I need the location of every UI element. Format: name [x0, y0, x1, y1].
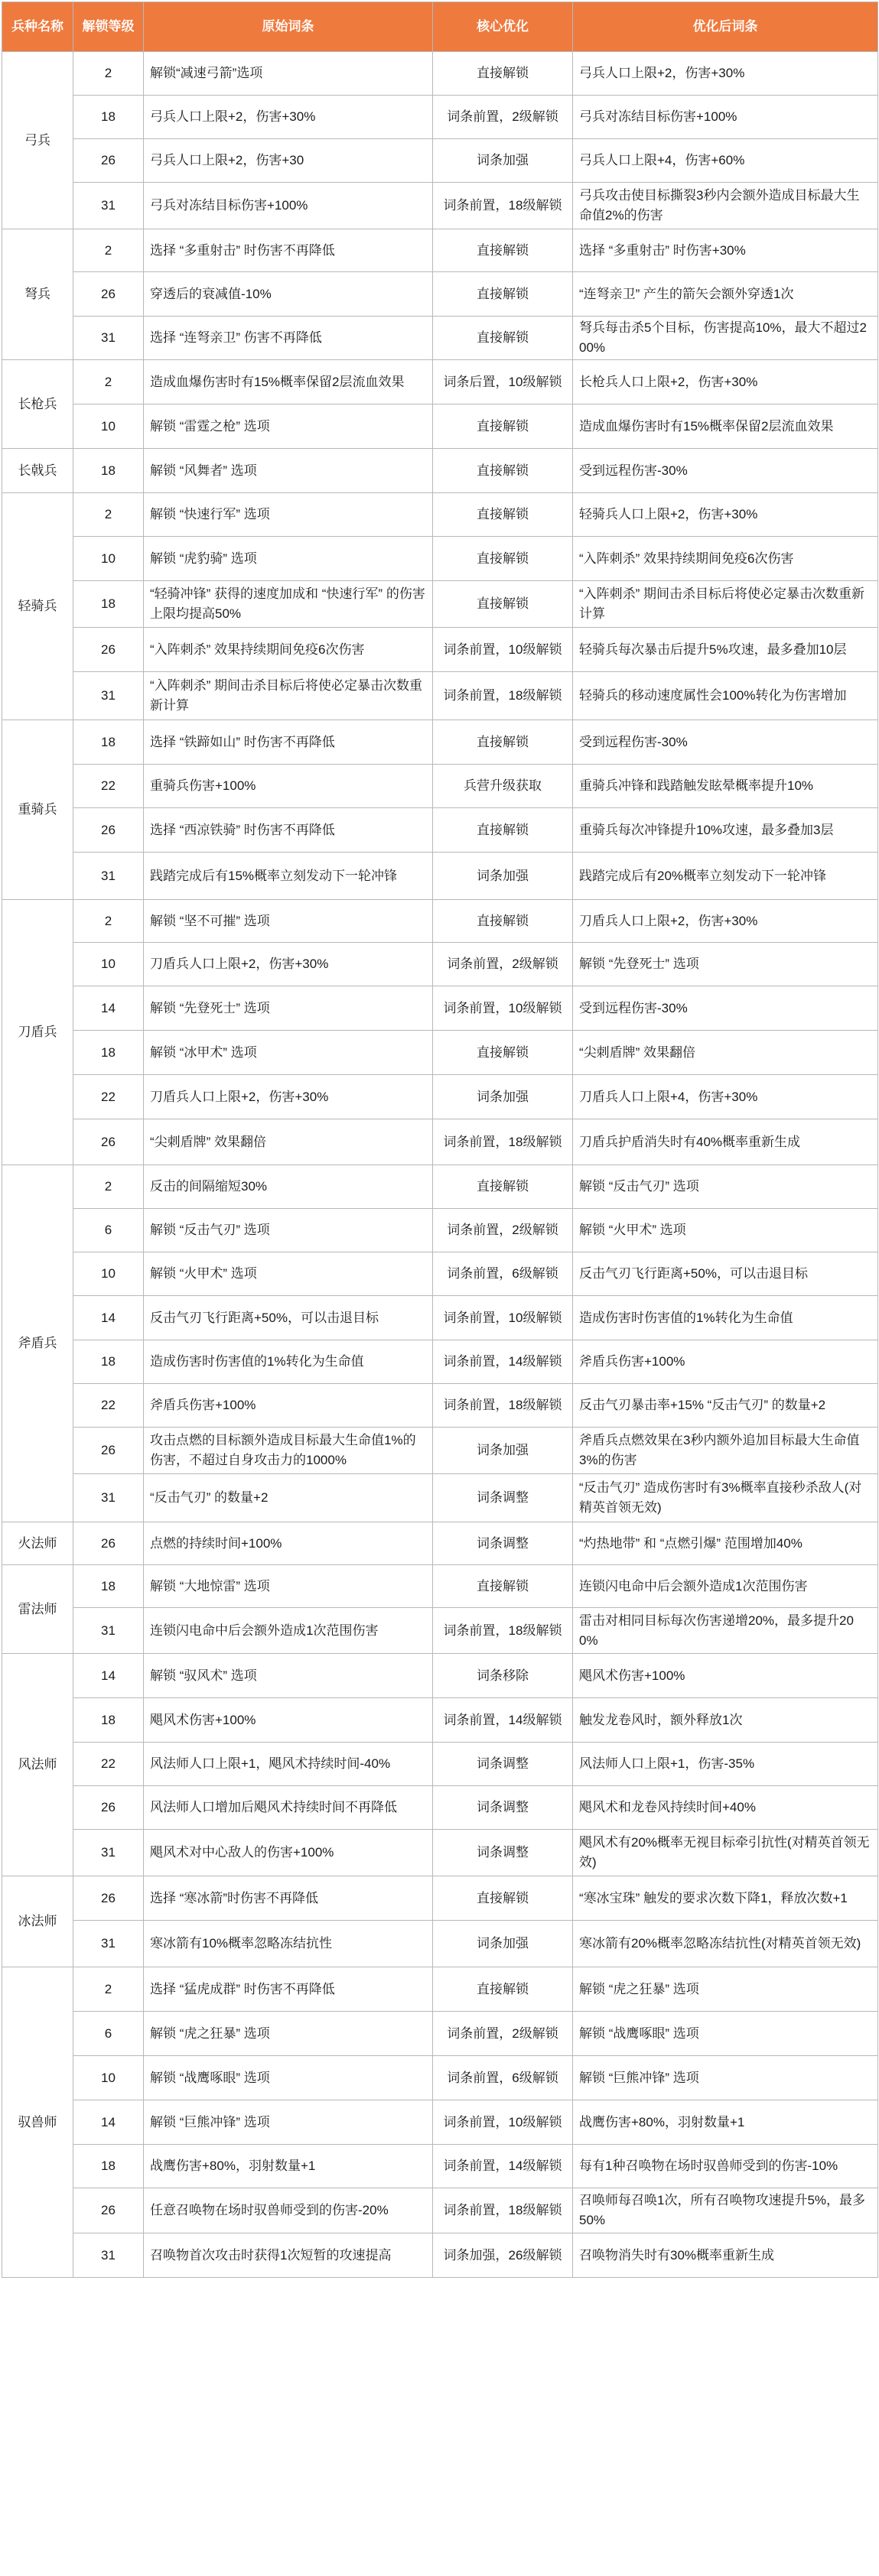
unit-name-cell: 弓兵	[2, 52, 73, 229]
original-entry-cell: 践踏完成后有15%概率立刻发动下一轮冲锋	[144, 853, 433, 900]
core-optimization-cell: 词条加强	[433, 139, 573, 183]
table-row	[2, 537, 878, 581]
core-optimization-cell: 直接解锁	[433, 449, 573, 493]
optimized-entry-cell: 战鹰伤害+80%，羽射数量+1	[573, 2100, 878, 2145]
table-row	[2, 1967, 878, 2012]
unlock-level-cell: 22	[73, 765, 144, 808]
unit-name-cell: 火法师	[2, 1522, 73, 1565]
unlock-level-cell: 31	[73, 672, 144, 720]
core-optimization-cell: 词条前置，2级解锁	[433, 1209, 573, 1252]
original-entry-cell: 解锁 “雷霆之枪” 选项	[144, 404, 433, 449]
unlock-level-cell: 10	[73, 943, 144, 986]
optimized-entry-cell: 飓风术和龙卷风持续时间+40%	[573, 1786, 878, 1830]
unlock-level-cell: 10	[73, 1252, 144, 1296]
original-entry-cell: 解锁 “虎豹骑” 选项	[144, 537, 433, 581]
core-optimization-cell: 词条前置，18级解锁	[433, 1384, 573, 1428]
unit-name-cell: 雷法师	[2, 1565, 73, 1654]
original-entry-cell: 刀盾兵人口上限+2，伤害+30%	[144, 943, 433, 986]
optimized-entry-cell: 弩兵每击杀5个目标，伤害提高10%，最大不超过200%	[573, 317, 878, 360]
original-entry-cell: 重骑兵伤害+100%	[144, 765, 433, 808]
optimized-entry-cell: 选择 “多重射击” 时伤害+30%	[573, 229, 878, 272]
original-entry-cell: “尖刺盾牌” 效果翻倍	[144, 1119, 433, 1165]
header-core: 核心优化	[433, 2, 573, 52]
original-entry-cell: 选择 “西凉铁骑” 时伤害不再降低	[144, 808, 433, 853]
unlock-level-cell: 26	[73, 808, 144, 853]
table-row	[2, 1876, 878, 1921]
original-entry-cell: 解锁 “冰甲术” 选项	[144, 1031, 433, 1075]
unlock-level-cell: 2	[73, 1165, 144, 1209]
unlock-level-cell: 2	[73, 900, 144, 943]
unlock-level-cell: 2	[73, 493, 144, 537]
optimized-entry-cell: 雷击对相同目标每次伤害递增20%，最多提升200%	[573, 1608, 878, 1654]
optimized-entry-cell: 轻骑兵的移动速度属性会100%转化为伤害增加	[573, 672, 878, 720]
core-optimization-cell: 词条后置，10级解锁	[433, 360, 573, 404]
core-optimization-cell: 直接解锁	[433, 537, 573, 581]
core-optimization-cell: 直接解锁	[433, 1031, 573, 1075]
table-row	[2, 1384, 878, 1428]
optimized-entry-cell: 受到远程伤害-30%	[573, 986, 878, 1031]
core-optimization-cell: 词条调整	[433, 1522, 573, 1565]
unlock-level-cell: 18	[73, 96, 144, 139]
table-row	[2, 1031, 878, 1075]
original-entry-cell: 寒冰箭有10%概率忽略冻结抗性	[144, 1921, 433, 1967]
optimized-entry-cell: 飓风术有20%概率无视目标牵引抗性(对精英首领无效)	[573, 1830, 878, 1876]
optimized-entry-cell: 反击气刃暴击率+15% “反击气刃” 的数量+2	[573, 1384, 878, 1428]
table-row	[2, 1743, 878, 1786]
optimized-entry-cell: 斧盾兵伤害+100%	[573, 1340, 878, 1384]
unlock-level-cell: 31	[73, 1921, 144, 1967]
table-row	[2, 581, 878, 628]
optimized-entry-cell: 寒冰箭有20%概率忽略冻结抗性(对精英首领无效)	[573, 1921, 878, 1967]
original-entry-cell: 飓风术伤害+100%	[144, 1698, 433, 1743]
core-optimization-cell: 词条移除	[433, 1654, 573, 1698]
optimized-entry-cell: 召唤物消失时有30%概率重新生成	[573, 2233, 878, 2278]
optimized-entry-cell: 连锁闪电命中后会额外造成1次范围伤害	[573, 1565, 878, 1608]
optimized-entry-cell: “反击气刃” 造成伤害时有3%概率直接秒杀敌人(对精英首领无效)	[573, 1474, 878, 1522]
table-row	[2, 1522, 878, 1565]
unlock-level-cell: 31	[73, 317, 144, 360]
optimized-entry-cell: 弓兵攻击使目标撕裂3秒内会额外造成目标最大生命值2%的伤害	[573, 183, 878, 229]
table-row	[2, 900, 878, 943]
unlock-level-cell: 6	[73, 1209, 144, 1252]
table-row	[2, 404, 878, 449]
table-row	[2, 183, 878, 229]
table-row	[2, 1296, 878, 1340]
core-optimization-cell: 词条前置，18级解锁	[433, 672, 573, 720]
core-optimization-cell: 直接解锁	[433, 1565, 573, 1608]
original-entry-cell: 连锁闪电命中后会额外造成1次范围伤害	[144, 1608, 433, 1654]
optimized-entry-cell: 反击气刃飞行距离+50%，可以击退目标	[573, 1252, 878, 1296]
table-row	[2, 1119, 878, 1165]
core-optimization-cell: 直接解锁	[433, 317, 573, 360]
original-entry-cell: 反击气刃飞行距离+50%，可以击退目标	[144, 1296, 433, 1340]
unlock-level-cell: 18	[73, 1565, 144, 1608]
table-row	[2, 1474, 878, 1522]
optimized-entry-cell: 弓兵对冻结目标伤害+100%	[573, 96, 878, 139]
original-entry-cell: 弓兵人口上限+2，伤害+30	[144, 139, 433, 183]
core-optimization-cell: 直接解锁	[433, 581, 573, 628]
unlock-level-cell: 14	[73, 986, 144, 1031]
unlock-level-cell: 18	[73, 449, 144, 493]
original-entry-cell: 解锁 “坚不可摧” 选项	[144, 900, 433, 943]
header-unit: 兵种名称	[2, 2, 73, 52]
unlock-level-cell: 2	[73, 360, 144, 404]
table-row	[2, 493, 878, 537]
core-optimization-cell: 词条前置，18级解锁	[433, 1119, 573, 1165]
unit-name-cell: 刀盾兵	[2, 900, 73, 1165]
unlock-level-cell: 18	[73, 1698, 144, 1743]
original-entry-cell: “反击气刃” 的数量+2	[144, 1474, 433, 1522]
optimized-entry-cell: 弓兵人口上限+4，伤害+60%	[573, 139, 878, 183]
core-optimization-cell: 词条加强	[433, 1921, 573, 1967]
unlock-level-cell: 2	[73, 52, 144, 96]
optimized-entry-cell: 解锁 “虎之狂暴” 选项	[573, 1967, 878, 2012]
unlock-level-cell: 22	[73, 1384, 144, 1428]
optimized-entry-cell: 飓风术伤害+100%	[573, 1654, 878, 1698]
core-optimization-cell: 词条加强，26级解锁	[433, 2233, 573, 2278]
unit-name-cell: 斧盾兵	[2, 1165, 73, 1522]
table-row	[2, 360, 878, 404]
original-entry-cell: 选择 “连弩亲卫” 伤害不再降低	[144, 317, 433, 360]
unlock-level-cell: 14	[73, 1654, 144, 1698]
original-entry-cell: 解锁 “巨熊冲锋” 选项	[144, 2100, 433, 2145]
unlock-level-cell: 31	[73, 183, 144, 229]
original-entry-cell: 斧盾兵伤害+100%	[144, 1384, 433, 1428]
core-optimization-cell: 兵营升级获取	[433, 765, 573, 808]
table-row	[2, 1654, 878, 1698]
unlock-level-cell: 18	[73, 1031, 144, 1075]
unit-name-cell: 重骑兵	[2, 720, 73, 900]
table-row	[2, 808, 878, 853]
table-row	[2, 1921, 878, 1967]
header-row	[2, 2, 878, 52]
unlock-level-cell: 14	[73, 1296, 144, 1340]
table-row	[2, 2100, 878, 2145]
original-entry-cell: “入阵刺杀” 期间击杀目标后将使必定暴击次数重新计算	[144, 672, 433, 720]
optimized-entry-cell: 每有1种召唤物在场时驭兽师受到的伤害-10%	[573, 2145, 878, 2188]
original-entry-cell: 解锁 “反击气刃” 选项	[144, 1209, 433, 1252]
original-entry-cell: 召唤物首次攻击时获得1次短暂的攻速提高	[144, 2233, 433, 2278]
original-entry-cell: 选择 “多重射击” 时伤害不再降低	[144, 229, 433, 272]
table-row	[2, 1165, 878, 1209]
table-row	[2, 1252, 878, 1296]
optimized-entry-cell: 轻骑兵每次暴击后提升5%攻速，最多叠加10层	[573, 628, 878, 672]
table-row	[2, 1565, 878, 1608]
core-optimization-cell: 直接解锁	[433, 808, 573, 853]
table-row	[2, 2145, 878, 2188]
core-optimization-cell: 词条前置，2级解锁	[433, 2012, 573, 2056]
unit-name-cell: 轻骑兵	[2, 493, 73, 720]
table-row	[2, 986, 878, 1031]
optimized-entry-cell: “入阵刺杀” 效果持续期间免疫6次伤害	[573, 537, 878, 581]
unlock-level-cell: 18	[73, 1340, 144, 1384]
optimized-entry-cell: “连弩亲卫” 产生的箭矢会额外穿透1次	[573, 272, 878, 317]
original-entry-cell: 飓风术对中心敌人的伤害+100%	[144, 1830, 433, 1876]
original-entry-cell: 选择 “猛虎成群” 时伤害不再降低	[144, 1967, 433, 2012]
table-row	[2, 449, 878, 493]
original-entry-cell: 解锁 “风舞者” 选项	[144, 449, 433, 493]
core-optimization-cell: 词条调整	[433, 1474, 573, 1522]
optimized-entry-cell: 刀盾兵人口上限+2，伤害+30%	[573, 900, 878, 943]
original-entry-cell: 攻击点燃的目标额外造成目标最大生命值1%的伤害，不超过自身攻击力的1000%	[144, 1428, 433, 1474]
table-row	[2, 1209, 878, 1252]
table-row	[2, 272, 878, 317]
core-optimization-cell: 词条前置，2级解锁	[433, 96, 573, 139]
table-row	[2, 2056, 878, 2100]
core-optimization-cell: 词条前置，10级解锁	[433, 2100, 573, 2145]
table-row	[2, 672, 878, 720]
optimized-entry-cell: 触发龙卷风时，额外释放1次	[573, 1698, 878, 1743]
core-optimization-cell: 词条前置，10级解锁	[433, 986, 573, 1031]
table-row	[2, 229, 878, 272]
table-row	[2, 139, 878, 183]
optimized-entry-cell: 解锁 “反击气刃” 选项	[573, 1165, 878, 1209]
table-row	[2, 720, 878, 765]
optimized-entry-cell: 召唤师每召唤1次，所有召唤物攻速提升5%，最多50%	[573, 2188, 878, 2233]
unlock-level-cell: 18	[73, 2145, 144, 2188]
core-optimization-cell: 词条加强	[433, 1428, 573, 1474]
core-optimization-cell: 词条前置，18级解锁	[433, 1608, 573, 1654]
core-optimization-cell: 词条前置，18级解锁	[433, 183, 573, 229]
header-original: 原始词条	[144, 2, 433, 52]
original-entry-cell: “轻骑冲锋” 获得的速度加成和 “快速行军” 的伤害上限均提高50%	[144, 581, 433, 628]
table-row	[2, 1698, 878, 1743]
original-entry-cell: 解锁“减速弓箭”选项	[144, 52, 433, 96]
unlock-level-cell: 31	[73, 1830, 144, 1876]
unlock-level-cell: 22	[73, 1075, 144, 1119]
original-entry-cell: 解锁 “驭风术” 选项	[144, 1654, 433, 1698]
header-level: 解锁等级	[73, 2, 144, 52]
talent-table	[2, 2, 878, 2278]
table-row	[2, 1428, 878, 1474]
core-optimization-cell: 词条前置，14级解锁	[433, 1698, 573, 1743]
table-row	[2, 2188, 878, 2233]
original-entry-cell: 战鹰伤害+80%，羽射数量+1	[144, 2145, 433, 2188]
unlock-level-cell: 26	[73, 1522, 144, 1565]
core-optimization-cell: 词条前置，14级解锁	[433, 2145, 573, 2188]
table-row	[2, 1075, 878, 1119]
table-body	[2, 52, 878, 2278]
unlock-level-cell: 26	[73, 2188, 144, 2233]
unlock-level-cell: 10	[73, 537, 144, 581]
core-optimization-cell: 词条前置，2级解锁	[433, 943, 573, 986]
unlock-level-cell: 18	[73, 720, 144, 765]
optimized-entry-cell: 斧盾兵点燃效果在3秒内额外追加目标最大生命值3%的伤害	[573, 1428, 878, 1474]
unlock-level-cell: 6	[73, 2012, 144, 2056]
optimized-entry-cell: 解锁 “巨熊冲锋” 选项	[573, 2056, 878, 2100]
table-row	[2, 1786, 878, 1830]
original-entry-cell: 弓兵对冻结目标伤害+100%	[144, 183, 433, 229]
optimized-entry-cell: 解锁 “先登死士” 选项	[573, 943, 878, 986]
unit-name-cell: 风法师	[2, 1654, 73, 1876]
unlock-level-cell: 14	[73, 2100, 144, 2145]
original-entry-cell: 造成血爆伤害时有15%概率保留2层流血效果	[144, 360, 433, 404]
optimized-entry-cell: 受到远程伤害-30%	[573, 449, 878, 493]
core-optimization-cell: 词条调整	[433, 1830, 573, 1876]
optimized-entry-cell: 刀盾兵人口上限+4，伤害+30%	[573, 1075, 878, 1119]
unit-name-cell: 驭兽师	[2, 1967, 73, 2278]
original-entry-cell: 选择 “铁蹄如山” 时伤害不再降低	[144, 720, 433, 765]
optimized-entry-cell: 解锁 “火甲术” 选项	[573, 1209, 878, 1252]
header-optimized: 优化后词条	[573, 2, 878, 52]
unlock-level-cell: 26	[73, 1428, 144, 1474]
table-row	[2, 52, 878, 96]
table-row	[2, 1830, 878, 1876]
unlock-level-cell: 26	[73, 139, 144, 183]
table-row	[2, 765, 878, 808]
core-optimization-cell: 词条加强	[433, 1075, 573, 1119]
table-row	[2, 943, 878, 986]
optimized-entry-cell: 造成血爆伤害时有15%概率保留2层流血效果	[573, 404, 878, 449]
original-entry-cell: 刀盾兵人口上限+2，伤害+30%	[144, 1075, 433, 1119]
original-entry-cell: 选择 “寒冰箭”时伤害不再降低	[144, 1876, 433, 1921]
optimized-entry-cell: 重骑兵每次冲锋提升10%攻速，最多叠加3层	[573, 808, 878, 853]
original-entry-cell: 弓兵人口上限+2，伤害+30%	[144, 96, 433, 139]
unlock-level-cell: 26	[73, 272, 144, 317]
optimized-entry-cell: “灼热地带” 和 “点燃引爆” 范围增加40%	[573, 1522, 878, 1565]
optimized-entry-cell: “尖刺盾牌” 效果翻倍	[573, 1031, 878, 1075]
unit-name-cell: 冰法师	[2, 1876, 73, 1967]
core-optimization-cell: 直接解锁	[433, 1876, 573, 1921]
optimized-entry-cell: “寒冰宝珠” 触发的要求次数下降1，释放次数+1	[573, 1876, 878, 1921]
unlock-level-cell: 2	[73, 1967, 144, 2012]
core-optimization-cell: 词条调整	[433, 1786, 573, 1830]
original-entry-cell: 解锁 “虎之狂暴” 选项	[144, 2012, 433, 2056]
unlock-level-cell: 2	[73, 229, 144, 272]
optimized-entry-cell: 践踏完成后有20%概率立刻发动下一轮冲锋	[573, 853, 878, 900]
original-entry-cell: 反击的间隔缩短30%	[144, 1165, 433, 1209]
core-optimization-cell: 直接解锁	[433, 404, 573, 449]
core-optimization-cell: 直接解锁	[433, 1967, 573, 2012]
optimized-entry-cell: 风法师人口上限+1，伤害-35%	[573, 1743, 878, 1786]
unit-name-cell: 长戟兵	[2, 449, 73, 493]
unlock-level-cell: 31	[73, 853, 144, 900]
original-entry-cell: 造成伤害时伤害值的1%转化为生命值	[144, 1340, 433, 1384]
unlock-level-cell: 22	[73, 1743, 144, 1786]
core-optimization-cell: 直接解锁	[433, 900, 573, 943]
core-optimization-cell: 词条前置，18级解锁	[433, 2188, 573, 2233]
original-entry-cell: 解锁 “大地惊雷” 选项	[144, 1565, 433, 1608]
core-optimization-cell: 直接解锁	[433, 493, 573, 537]
original-entry-cell: 任意召唤物在场时驭兽师受到的伤害-20%	[144, 2188, 433, 2233]
core-optimization-cell: 词条前置，6级解锁	[433, 1252, 573, 1296]
unlock-level-cell: 31	[73, 2233, 144, 2278]
optimized-entry-cell: 弓兵人口上限+2，伤害+30%	[573, 52, 878, 96]
core-optimization-cell: 词条前置，10级解锁	[433, 1296, 573, 1340]
original-entry-cell: 解锁 “快速行军” 选项	[144, 493, 433, 537]
unlock-level-cell: 26	[73, 1876, 144, 1921]
unlock-level-cell: 26	[73, 1119, 144, 1165]
unlock-level-cell: 31	[73, 1608, 144, 1654]
original-entry-cell: 穿透后的衰减值-10%	[144, 272, 433, 317]
optimized-entry-cell: 轻骑兵人口上限+2，伤害+30%	[573, 493, 878, 537]
unlock-level-cell: 31	[73, 1474, 144, 1522]
table-row	[2, 96, 878, 139]
original-entry-cell: 风法师人口增加后飓风术持续时间不再降低	[144, 1786, 433, 1830]
optimized-entry-cell: 刀盾兵护盾消失时有40%概率重新生成	[573, 1119, 878, 1165]
unlock-level-cell: 10	[73, 2056, 144, 2100]
original-entry-cell: 解锁 “战鹰啄眼” 选项	[144, 2056, 433, 2100]
optimized-entry-cell: 造成伤害时伤害值的1%转化为生命值	[573, 1296, 878, 1340]
table-row	[2, 853, 878, 900]
table-row	[2, 317, 878, 360]
optimized-entry-cell: 重骑兵冲锋和践踏触发眩晕概率提升10%	[573, 765, 878, 808]
unit-name-cell: 长枪兵	[2, 360, 73, 449]
unlock-level-cell: 26	[73, 628, 144, 672]
optimized-entry-cell: 长枪兵人口上限+2，伤害+30%	[573, 360, 878, 404]
unlock-level-cell: 10	[73, 404, 144, 449]
table-row	[2, 2233, 878, 2278]
table-row	[2, 2012, 878, 2056]
original-entry-cell: 解锁 “火甲术” 选项	[144, 1252, 433, 1296]
core-optimization-cell: 词条加强	[433, 853, 573, 900]
unlock-level-cell: 18	[73, 581, 144, 628]
unit-name-cell: 弩兵	[2, 229, 73, 360]
optimized-entry-cell: “入阵刺杀” 期间击杀目标后将使必定暴击次数重新计算	[573, 581, 878, 628]
table-row	[2, 1340, 878, 1384]
table-row	[2, 628, 878, 672]
core-optimization-cell: 直接解锁	[433, 229, 573, 272]
core-optimization-cell: 词条前置，14级解锁	[433, 1340, 573, 1384]
core-optimization-cell: 词条调整	[433, 1743, 573, 1786]
table-row	[2, 1608, 878, 1654]
original-entry-cell: 解锁 “先登死士” 选项	[144, 986, 433, 1031]
core-optimization-cell: 词条前置，6级解锁	[433, 2056, 573, 2100]
original-entry-cell: 点燃的持续时间+100%	[144, 1522, 433, 1565]
optimized-entry-cell: 解锁 “战鹰啄眼” 选项	[573, 2012, 878, 2056]
unlock-level-cell: 26	[73, 1786, 144, 1830]
original-entry-cell: “入阵刺杀” 效果持续期间免疫6次伤害	[144, 628, 433, 672]
optimized-entry-cell: 受到远程伤害-30%	[573, 720, 878, 765]
core-optimization-cell: 直接解锁	[433, 52, 573, 96]
core-optimization-cell: 词条前置，10级解锁	[433, 628, 573, 672]
core-optimization-cell: 直接解锁	[433, 272, 573, 317]
core-optimization-cell: 直接解锁	[433, 720, 573, 765]
core-optimization-cell: 直接解锁	[433, 1165, 573, 1209]
original-entry-cell: 风法师人口上限+1，飓风术持续时间-40%	[144, 1743, 433, 1786]
